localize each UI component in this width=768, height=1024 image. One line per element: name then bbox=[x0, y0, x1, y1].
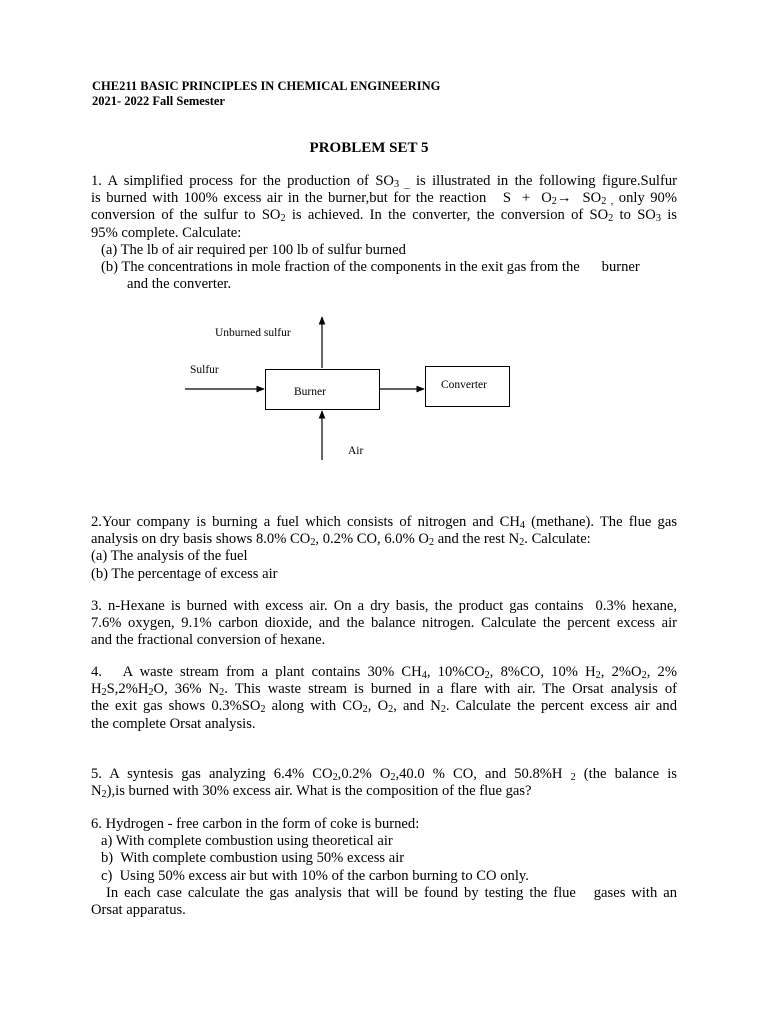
semester-label: 2021- 2022 Fall Semester bbox=[92, 94, 225, 108]
problem-5 bbox=[91, 766, 677, 800]
problem-6-part-a: a) With complete combustion using theoretical air bbox=[101, 833, 393, 850]
problem-1-line-4: 95% complete. Calculate: bbox=[91, 224, 242, 241]
problem-1-line-3: conversion of the sulfur to $SO_2$ is achieved. In the converter, the conversion of $SO_2$ to $SO_3$ is bbox=[91, 207, 677, 225]
problem-6 bbox=[91, 816, 677, 919]
flow-arrows bbox=[0, 300, 768, 470]
problem-2-line-2: analysis on dry basis shows 8.0% $CO_2$, 0.2% CO, 6.0% $O_2$ and the rest $N_2$. Calculate: bbox=[91, 531, 591, 549]
problem-1-part-b-cont: and the converter. bbox=[127, 276, 232, 293]
problem-4-line-3: the exit gas shows $0.3\%SO_2$ along with $CO_2$, $O_2$, and $N_2$. Calculate the percent excess air and bbox=[91, 698, 677, 716]
problem-6-line-5: In each case calculate the gas analysis that will be found by testing the flue gases with an bbox=[106, 884, 677, 901]
problem-1-part-b: (b) The concentrations in mole fraction of the components in the exit gas from the burner bbox=[101, 259, 640, 276]
problem-1-line-1: 1. A simplified process for the production of $SO_{3 \_}$ is illustrated in the following figure.Sulfur bbox=[91, 173, 677, 190]
problem-6-line-6: Orsat apparatus. bbox=[91, 902, 186, 919]
problem-4-line-4: the complete Orsat analysis. bbox=[91, 715, 256, 732]
problem-2-part-b: (b) The percentage of excess air bbox=[91, 565, 278, 582]
course-title: CHE211 BASIC PRINCIPLES IN CHEMICAL ENGINEERING bbox=[92, 79, 441, 93]
problem-4 bbox=[91, 664, 677, 733]
problem-3 bbox=[91, 598, 677, 650]
problem-6-line-1: 6. Hydrogen - free carbon in the form of coke is burned: bbox=[91, 816, 420, 832]
problem-3-line-1: 3. n-Hexane is burned with excess air. On a dry basis, the product gas contains 0.3% hexane, bbox=[91, 598, 677, 614]
problem-6-part-b: b) With complete combustion using 50% excess air bbox=[101, 850, 405, 867]
problem-4-line-1: 4. A waste stream from a plant contains 30% $CH_4$, $10\%CO_2$, 8%CO, 10% $H_2$, $2\%O_2$, 2% bbox=[91, 664, 677, 681]
problem-4-line-2: $H_2S,2\%H_2O$, 36% $N_2$. This waste stream is burned in a flare with air. The Orsat analysis of bbox=[91, 681, 677, 699]
burner-label: Burner bbox=[294, 386, 326, 398]
converter-label: Converter bbox=[441, 379, 487, 391]
problem-1-part-a: (a) The lb of air required per 100 lb of sulfur burned bbox=[101, 241, 406, 258]
problem-5-line-2: $N_2),is$ burned with 30% excess air. What is the composition of the flue gas? bbox=[91, 783, 532, 801]
problem-3-line-2: 7.6% oxygen, 9.1% carbon dioxide, and the balance nitrogen. Calculate the percent excess air bbox=[91, 615, 677, 632]
problem-2-line-1: 2.Your company is burning a fuel which consists of nitrogen and $CH_4$ (methane). The flue gas bbox=[91, 514, 677, 531]
problem-6-part-c: c) Using 50% excess air but with 10% of the carbon burning to CO only. bbox=[101, 867, 529, 884]
air-label: Air bbox=[348, 445, 364, 457]
problem-set-title: PROBLEM SET 5 bbox=[309, 140, 429, 156]
problem-2-part-a: (a) The analysis of the fuel bbox=[91, 548, 248, 565]
problem-1-line-2: is burned with 100% excess air in the burner,but for the reaction $S + O_2\to SO_{2 ,}$ only 90% bbox=[91, 190, 678, 208]
problem-5-line-1: 5. A syntesis gas analyzing 6.4% $CO_2,0.2\%$ $O_2,40.0$ % CO, and 50.8%H $_2$ (the balance is bbox=[91, 766, 677, 783]
problem-1 bbox=[91, 173, 677, 293]
problem-2 bbox=[91, 514, 677, 583]
sulfur-label: Sulfur bbox=[190, 364, 219, 376]
unburned-sulfur-label: Unburned sulfur bbox=[215, 327, 291, 339]
process-flow-diagram bbox=[0, 300, 768, 470]
problem-3-line-3: and the fractional conversion of hexane. bbox=[91, 632, 326, 649]
